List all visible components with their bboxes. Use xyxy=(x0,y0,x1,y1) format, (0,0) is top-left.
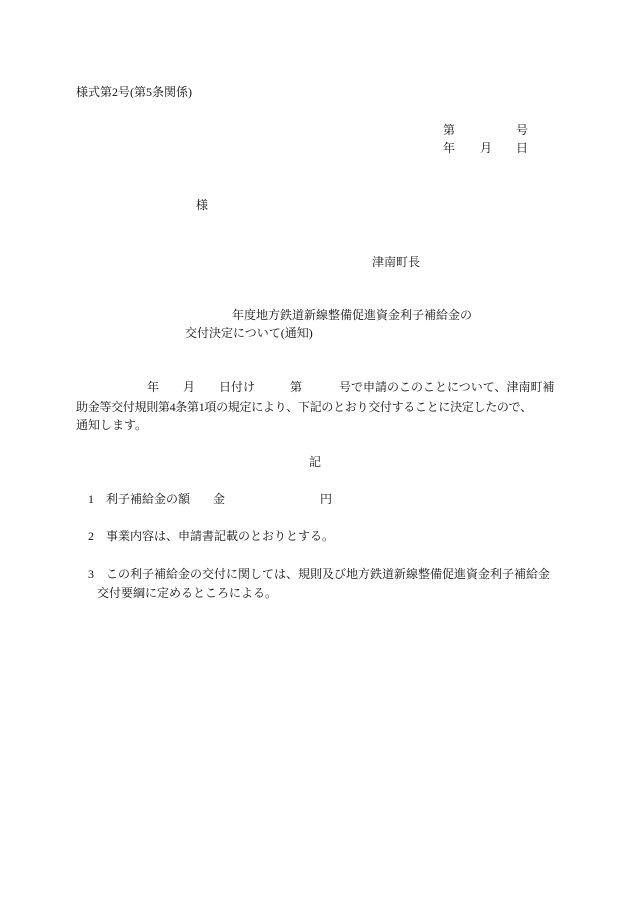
body-year: 年 xyxy=(147,380,160,394)
date-month: 月 xyxy=(480,141,493,155)
amount-kin: 金 xyxy=(213,492,226,506)
ki-heading: 記 xyxy=(309,455,322,469)
doc-number-dai: 第 xyxy=(443,123,456,137)
date-year: 年 xyxy=(443,141,456,155)
body-line3: 通知します。 xyxy=(76,418,148,432)
item-text: 事業内容は、申請書記載のとおりとする。 xyxy=(106,529,335,543)
body-line2: 助金等交付規則第4条第1項の規定により、下記のとおり交付することに決定したので、 xyxy=(76,400,532,414)
body-month: 月 xyxy=(183,380,196,394)
item-number: 3 xyxy=(88,567,94,581)
item-text-continuation: 交付要綱に定めるところによる。 xyxy=(97,586,278,600)
body-dai: 第 xyxy=(290,380,303,394)
item-text: この利子補給金の交付に関しては、規則及び地方鉄道新線整備促進資金利子補給金 xyxy=(106,567,551,581)
title-line1: 年度地方鉄道新線整備促進資金利子補給金の xyxy=(232,308,473,322)
addressee-suffix: 様 xyxy=(196,198,209,212)
issuer: 津南町長 xyxy=(372,255,421,269)
item-number: 1 xyxy=(88,492,94,506)
body-day-suffix: 日付け xyxy=(219,380,256,394)
form-number: 様式第2号(第5条関係) xyxy=(76,85,192,99)
amount-en: 円 xyxy=(320,492,333,506)
title-line2: 交付決定について(通知) xyxy=(185,326,313,340)
date-day: 日 xyxy=(516,141,529,155)
item-number: 2 xyxy=(88,529,94,543)
doc-number-go: 号 xyxy=(516,123,529,137)
item-label: 利子補給金の額 xyxy=(106,492,191,506)
body-line1-rest: 号で申請のこのことについて、津南町補 xyxy=(339,380,555,394)
